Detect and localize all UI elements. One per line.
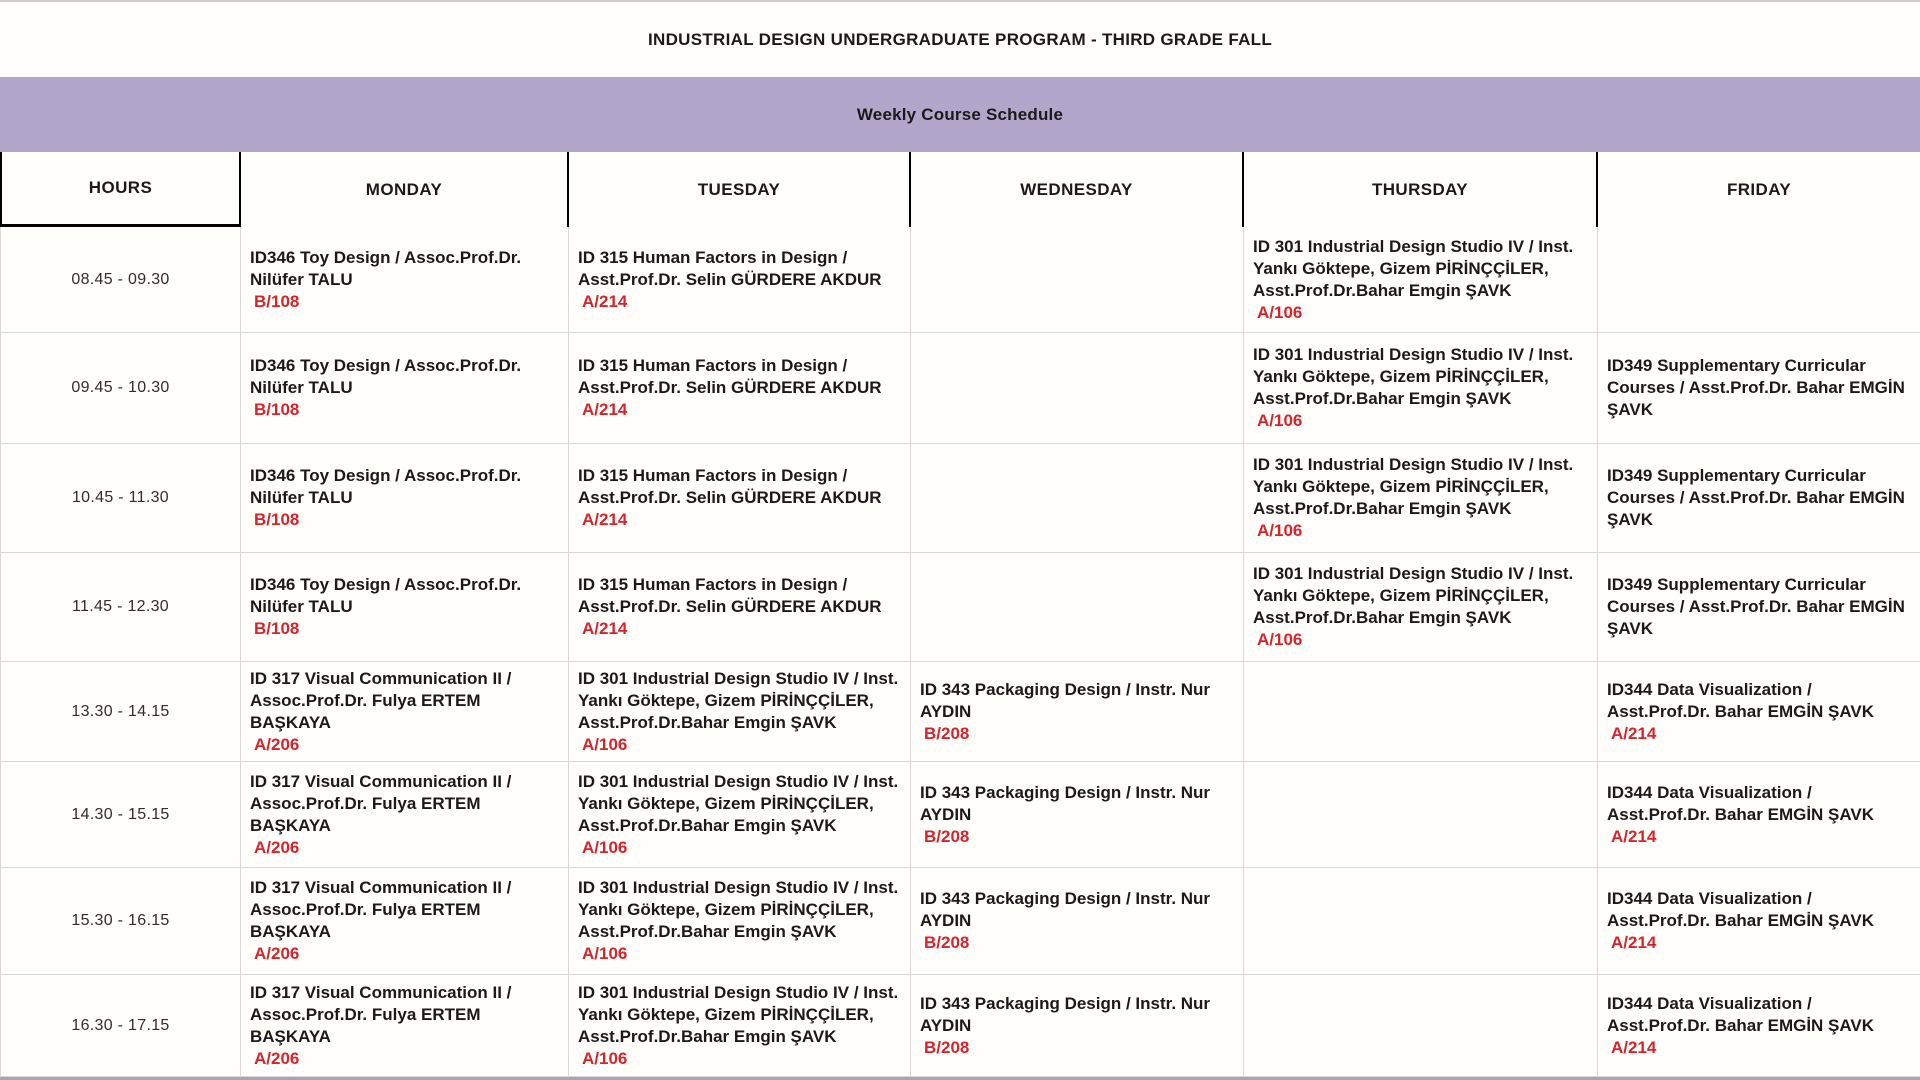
course-title: ID 315 Human Factors in Design / Asst.Prof.Dr. Selin GÜRDERE AKDUR [578,575,882,616]
course-title: ID 315 Human Factors in Design / Asst.Prof.Dr. Selin GÜRDERE AKDUR [578,247,882,289]
schedule-row [0,975,1920,1077]
room-code: A/106 [1257,521,1303,540]
course-title: ID346 Toy Design / Assoc.Prof.Dr. Nilüfer TALU [250,466,522,507]
course-title: ID344 Data Visualization / Asst.Prof.Dr. Bahar EMGİN ŞAVK [1607,679,1875,721]
room-code: B/108 [254,510,300,529]
table-header-row [0,152,1920,227]
course-cell-wednesday [911,333,1244,444]
course-cell-thursday [1244,762,1598,868]
room-code: A/106 [582,944,628,963]
course-title: ID 343 Packaging Design / Instr. Nur AYDIN [920,889,1211,930]
room-code: A/214 [1611,933,1657,952]
course-cell-friday [1598,333,1920,444]
hours-cell: 16.30 - 17.15 [0,975,241,1077]
course-title: ID349 Supplementary Curricular Courses / Asst.Prof.Dr. Bahar EMGİN ŞAVK [1607,466,1905,529]
course-title: ID349 Supplementary Curricular Courses / Asst.Prof.Dr. Bahar EMGİN ŞAVK [1607,356,1905,419]
course-title: ID 315 Human Factors in Design / Asst.Prof.Dr. Selin GÜRDERE AKDUR [578,466,882,507]
course-title: ID 301 Industrial Design Studio IV / Inst. Yankı Göktepe, Gizem PİRİNÇÇİLER, Asst.Prof.Dr.Bahar Emgin ŞAVK [1253,345,1574,408]
column-header-friday: FRIDAY [1598,152,1920,227]
course-cell-monday [241,868,569,975]
course-cell-monday [241,553,569,662]
room-code: A/214 [1611,1037,1657,1057]
course-cell-wednesday [911,444,1244,553]
hours-column-header: HOURS [0,152,241,227]
room-code: A/206 [254,1048,300,1068]
course-title: ID 343 Packaging Design / Instr. Nur AYDIN [920,679,1211,721]
course-cell-friday [1598,762,1920,868]
course-cell-wednesday [911,553,1244,662]
room-code: A/206 [254,944,300,963]
course-cell-friday [1598,553,1920,662]
course-title: ID 315 Human Factors in Design / Asst.Prof.Dr. Selin GÜRDERE AKDUR [578,356,882,397]
column-header-wednesday: WEDNESDAY [911,152,1244,227]
course-cell-monday [241,227,569,333]
course-title: ID346 Toy Design / Assoc.Prof.Dr. Nilüfer TALU [250,247,522,289]
room-code: B/208 [924,933,970,952]
course-title: ID 317 Visual Communication II / Assoc.Prof.Dr. Fulya ERTEM BAŞKAYA [250,668,512,732]
room-code: B/108 [254,619,300,638]
course-cell-monday [241,333,569,444]
course-cell-monday [241,444,569,553]
course-cell-tuesday [569,662,911,762]
course-title: ID349 Supplementary Curricular Courses / Asst.Prof.Dr. Bahar EMGİN ŞAVK [1607,575,1905,638]
room-code: B/108 [254,400,300,419]
course-title: ID346 Toy Design / Assoc.Prof.Dr. Nilüfer TALU [250,356,522,397]
course-cell-friday [1598,227,1920,333]
room-code: A/214 [582,400,628,419]
course-title: ID344 Data Visualization / Asst.Prof.Dr. Bahar EMGİN ŞAVK [1607,889,1875,930]
hours-cell: 13.30 - 14.15 [0,662,241,762]
course-cell-tuesday [569,975,911,1077]
schedule-row [0,444,1920,553]
course-title: ID 301 Industrial Design Studio IV / Inst. Yankı Göktepe, Gizem PİRİNÇÇİLER, Asst.Prof.Dr.Bahar Emgin ŞAVK [1253,236,1574,300]
course-cell-tuesday [569,553,911,662]
program-title: INDUSTRIAL DESIGN UNDERGRADUATE PROGRAM - THIRD GRADE FALL [0,0,1920,77]
course-title: ID 343 Packaging Design / Instr. Nur AYDIN [920,993,1211,1035]
course-title: ID344 Data Visualization / Asst.Prof.Dr. Bahar EMGİN ŞAVK [1607,782,1875,824]
course-cell-wednesday [911,227,1244,333]
room-code: A/214 [1611,723,1657,743]
course-title: ID 301 Industrial Design Studio IV / Inst. Yankı Göktepe, Gizem PİRİNÇÇİLER, Asst.Prof.Dr.Bahar Emgin ŞAVK [578,878,899,941]
course-cell-thursday [1244,444,1598,553]
room-code: A/206 [254,734,300,754]
course-cell-monday [241,975,569,1077]
hours-cell: 14.30 - 15.15 [0,762,241,868]
course-title: ID346 Toy Design / Assoc.Prof.Dr. Nilüfer TALU [250,575,522,616]
room-code: B/208 [924,826,970,846]
course-cell-wednesday [911,762,1244,868]
course-title: ID 301 Industrial Design Studio IV / Inst. Yankı Göktepe, Gizem PİRİNÇÇİLER, Asst.Prof.Dr.Bahar Emgin ŞAVK [578,668,899,732]
course-title: ID 317 Visual Communication II / Assoc.Prof.Dr. Fulya ERTEM BAŞKAYA [250,982,512,1046]
schedule-row [0,762,1920,868]
course-cell-wednesday [911,868,1244,975]
course-cell-friday [1598,868,1920,975]
hours-cell: 10.45 - 11.30 [0,444,241,553]
course-title: ID 317 Visual Communication II / Assoc.Prof.Dr. Fulya ERTEM BAŞKAYA [250,771,512,835]
column-header-thursday: THURSDAY [1244,152,1598,227]
course-cell-tuesday [569,333,911,444]
course-cell-thursday [1244,868,1598,975]
room-code: A/206 [254,837,300,857]
course-cell-thursday [1244,553,1598,662]
course-cell-friday [1598,444,1920,553]
room-code: B/208 [924,1037,970,1057]
room-code: A/106 [582,734,628,754]
room-code: A/214 [582,619,628,638]
schedule-row [0,553,1920,662]
course-title: ID344 Data Visualization / Asst.Prof.Dr. Bahar EMGİN ŞAVK [1607,993,1875,1035]
course-cell-tuesday [569,868,911,975]
course-cell-tuesday [569,444,911,553]
course-cell-tuesday [569,227,911,333]
room-code: A/106 [582,1048,628,1068]
hours-cell: 15.30 - 16.15 [0,868,241,975]
course-title: ID 317 Visual Communication II / Assoc.Prof.Dr. Fulya ERTEM BAŞKAYA [250,878,512,941]
schedule-row [0,227,1920,333]
column-header-tuesday: TUESDAY [569,152,911,227]
course-cell-friday [1598,662,1920,762]
course-cell-wednesday [911,662,1244,762]
course-title: ID 301 Industrial Design Studio IV / Inst. Yankı Göktepe, Gizem PİRİNÇÇİLER, Asst.Prof.Dr.Bahar Emgin ŞAVK [578,771,899,835]
hours-cell: 08.45 - 09.30 [0,227,241,333]
course-cell-monday [241,662,569,762]
course-cell-thursday [1244,333,1598,444]
course-title: ID 301 Industrial Design Studio IV / Inst. Yankı Göktepe, Gizem PİRİNÇÇİLER, Asst.Prof.Dr.Bahar Emgin ŞAVK [1253,455,1574,518]
room-code: A/106 [1257,302,1303,322]
course-title: ID 301 Industrial Design Studio IV / Inst. Yankı Göktepe, Gizem PİRİNÇÇİLER, Asst.Prof.Dr.Bahar Emgin ŞAVK [1253,564,1574,627]
room-code: A/214 [582,510,628,529]
course-cell-friday [1598,975,1920,1077]
schedule-row [0,333,1920,444]
course-title: ID 343 Packaging Design / Instr. Nur AYDIN [920,782,1211,824]
hours-cell: 09.45 - 10.30 [0,333,241,444]
room-code: A/106 [582,837,628,857]
schedule-banner: Weekly Course Schedule [0,77,1920,152]
room-code: A/214 [582,291,628,311]
room-code: B/108 [254,291,300,311]
course-title: ID 301 Industrial Design Studio IV / Inst. Yankı Göktepe, Gizem PİRİNÇÇİLER, Asst.Prof.Dr.Bahar Emgin ŞAVK [578,982,899,1046]
course-cell-thursday [1244,662,1598,762]
course-cell-thursday [1244,227,1598,333]
course-cell-wednesday [911,975,1244,1077]
schedule-table-body [0,227,1920,1077]
hours-cell: 11.45 - 12.30 [0,553,241,662]
column-header-monday: MONDAY [241,152,569,227]
schedule-row [0,868,1920,975]
course-cell-monday [241,762,569,868]
schedule-row [0,662,1920,762]
course-cell-tuesday [569,762,911,868]
course-cell-thursday [1244,975,1598,1077]
room-code: A/106 [1257,630,1303,649]
room-code: B/208 [924,723,970,743]
room-code: A/214 [1611,826,1657,846]
room-code: A/106 [1257,411,1303,430]
